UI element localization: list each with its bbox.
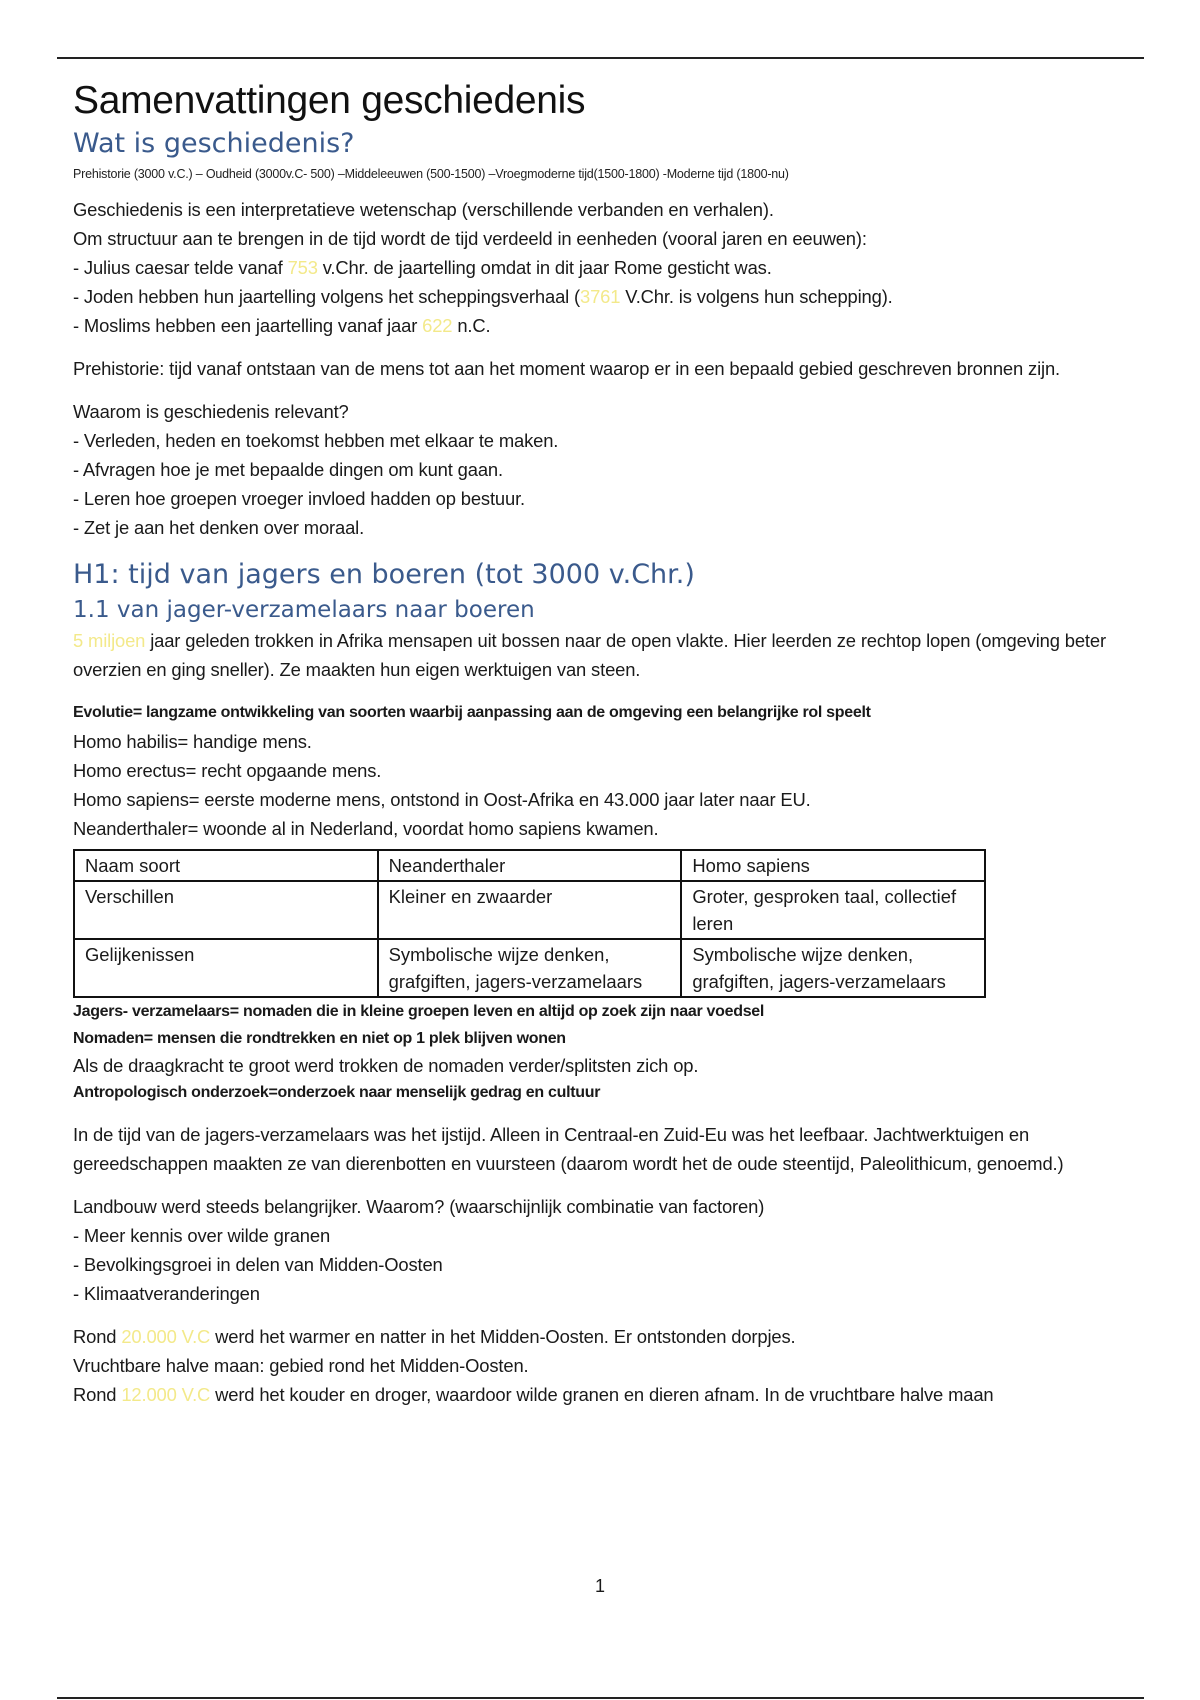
page-number: 1 — [594, 1576, 605, 1596]
definitions-block: Jagers- verzamelaars= nomaden die in kleine groepen leven en altijd op zoek zijn naar voedsel Nomaden= mensen die rondtrekken en niet op 1 plek blijven wonen Als de draagkracht te groot werd trokken de nomaden verder/splitsten zich op. Antropologisch onderzoek=onderzoek naar menselijk gedrag en cultuur — [73, 998, 1133, 1106]
paragraph-ijstijd: In de tijd van de jagers-verzamelaars was het ijstijd. Alleen in Centraal-en Zuid-Eu was het leefbaar. Jachtwerktuigen en gereedschappen maakten ze van dierenbotten en vuursteen (daarom wordt het de oude steentijd, Paleolithicum, genoemd.) — [73, 1124, 1064, 1174]
paragraph-prehistorie: Prehistorie: tijd vanaf ontstaan van de mens tot aan het moment waarop er in een bepaald gebied geschreven bronnen zijn. — [73, 358, 1060, 379]
heading-1-1: 1.1 van jager-verzamelaars naar boeren — [73, 597, 535, 623]
heading-h1: H1: tijd van jagers en boeren (tot 3000 v.Chr.) — [73, 559, 695, 590]
highlight-year: 12.000 V.C — [121, 1384, 211, 1405]
table-header-cell: Homo sapiens — [681, 850, 985, 881]
highlight-year: 622 — [422, 315, 453, 336]
highlight-year: 3761 — [580, 286, 621, 307]
top-rule — [57, 57, 1144, 59]
table-cell: Gelijkenissen — [74, 939, 378, 997]
definition-jagers: Jagers- verzamelaars= nomaden die in kleine groepen leven en altijd op zoek zijn naar voedsel — [73, 1003, 765, 1020]
table-cell: Verschillen — [74, 881, 378, 939]
definition-antropologisch: Antropologisch onderzoek=onderzoek naar menselijk gedrag en cultuur — [73, 1084, 601, 1101]
paragraph-mensapen: 5 miljoen jaar geleden trokken in Afrika mensapen uit bossen naar de open vlakte. Hier leerden ze rechtop lopen (omgeving beter overzien en ging sneller). Ze maakten hun eigen werktuigen van steen. — [73, 630, 1106, 680]
document-title: Samenvattingen geschiedenis — [73, 79, 586, 122]
table-header-cell: Neanderthaler — [378, 850, 682, 881]
definition-nomaden: Nomaden= mensen die rondtrekken en niet op 1 plek blijven wonen — [73, 1030, 566, 1047]
table-row — [74, 881, 985, 939]
table-cell: Symbolische wijze denken, grafgiften, jagers-verzamelaars — [378, 939, 682, 997]
heading-wat-is-geschiedenis: Wat is geschiedenis? — [73, 128, 355, 159]
definition-evolutie: Evolutie= langzame ontwikkeling van soorten waarbij aanpassing aan de omgeving een belangrijke rol speelt — [73, 704, 871, 721]
homo-definitions: Evolutie= langzame ontwikkeling van soorten waarbij aanpassing aan de omgeving een belangrijke rol speelt Homo habilis= handige mens. Homo erectus= recht opgaande mens. Homo sapiens= eerste moderne mens, ontstond in Oost-Afrika en 43.000 jaar later naar EU. Neanderthaler= woonde al in Nederland, voordat homo sapiens kwamen. — [73, 698, 1133, 843]
highlight-year: 753 — [287, 257, 318, 278]
bottom-rule — [57, 1697, 1144, 1699]
paragraph-relevant: Waarom is geschiedenis relevant? - Verleden, heden en toekomst hebben met elkaar te maken. - Afvragen hoe je met bepaalde dingen om kunt gaan. - Leren hoe groepen vroeger invloed hadden op bestuur. - Zet je aan het denken over moraal. — [73, 401, 559, 538]
highlight-year: 20.000 V.C — [121, 1326, 211, 1347]
periods-timeline: Prehistorie (3000 v.C.) – Oudheid (3000v.C- 500) –Middeleeuwen (500-1500) –Vroegmoderne tijd(1500-1800) -Moderne tijd (1800-nu) — [73, 167, 789, 181]
comparison-table — [73, 849, 986, 998]
table-cell: Symbolische wijze denken, grafgiften, jagers-verzamelaars — [681, 939, 985, 997]
table-row — [74, 850, 985, 881]
table-cell: Kleiner en zwaarder — [378, 881, 682, 939]
table-row — [74, 939, 985, 997]
table-header-cell: Naam soort — [74, 850, 378, 881]
highlight-year: 5 miljoen — [73, 630, 146, 651]
table-cell: Groter, gesproken taal, collectief leren — [681, 881, 985, 939]
paragraph-rond: Rond 20.000 V.C werd het warmer en natter in het Midden-Oosten. Er ontstonden dorpjes. Vruchtbare halve maan: gebied rond het Midden-Oosten. Rond 12.000 V.C werd het kouder en droger, waardoor wilde granen en dieren afnam. In de vruchtbare halve maan — [73, 1326, 994, 1405]
document-page — [73, 76, 1133, 1423]
paragraph-landbouw: Landbouw werd steeds belangrijker. Waarom? (waarschijnlijk combinatie van factoren) - Meer kennis over wilde granen - Bevolkingsgroei in delen van Midden-Oosten - Klimaatveranderingen — [73, 1196, 765, 1304]
paragraph-intro: Geschiedenis is een interpretatieve wetenschap (verschillende verbanden en verhalen). Om structuur aan te brengen in de tijd wordt de tijd verdeeld in eenheden (vooral jaren en eeuwen): - Julius caesar telde vanaf 753 v.Chr. de jaartelling omdat in dit jaar Rome gesticht was. - Joden hebben hun jaartelling volgens het scheppingsverhaal (3761 V.Chr. is volgens hun schepping). - Moslims hebben een jaartelling vanaf jaar 622 n.C. — [73, 199, 893, 336]
